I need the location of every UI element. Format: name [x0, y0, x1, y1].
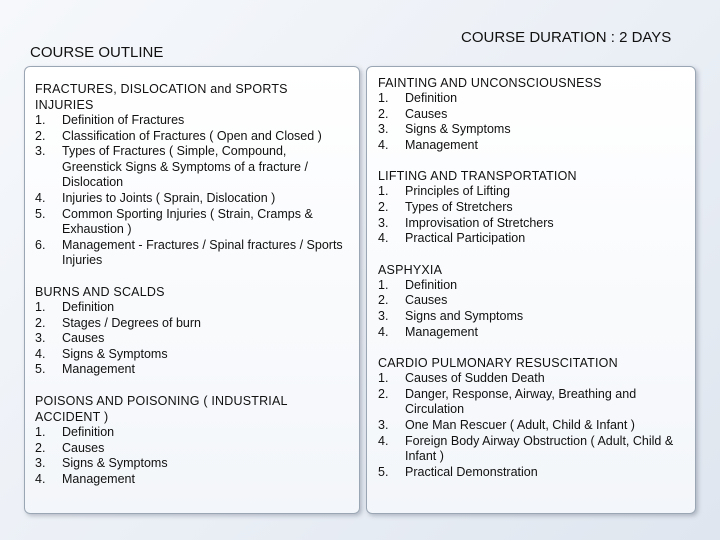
item-text: Definition of Fractures	[62, 113, 185, 127]
list-item	[35, 456, 349, 472]
item-text: Principles of Lifting	[405, 184, 510, 199]
list-item	[35, 113, 349, 129]
item-number: 4.	[378, 324, 389, 339]
item-number: 1.	[35, 424, 46, 439]
item-text: Practical Demonstration	[405, 464, 538, 479]
list-item	[378, 465, 685, 481]
list-item	[35, 316, 349, 332]
item-text: One Man Rescuer ( Adult, Child & Infant )	[405, 417, 635, 432]
item-number: 4.	[378, 231, 389, 246]
item-text: Management	[62, 471, 135, 486]
item-text: Causes	[405, 293, 448, 308]
outline-section	[378, 75, 685, 153]
list-item	[378, 107, 685, 123]
list-item	[35, 347, 349, 363]
list-item	[35, 129, 349, 145]
course-duration-title: COURSE DURATION : 2 DAYS	[461, 29, 672, 46]
item-number: 2.	[378, 106, 389, 121]
list-item	[378, 231, 685, 247]
section-heading: CARDIO PULMONARY RESUSCITATION	[378, 356, 618, 371]
item-number: 4.	[35, 471, 46, 486]
section-heading: BURNS AND SCALDS	[35, 284, 165, 299]
item-text: Causes of Sudden Death	[405, 371, 545, 386]
item-text: Foreign Body Airway Obstruction ( Adult, Child & Infant )	[405, 433, 674, 464]
topic-list	[378, 184, 685, 246]
item-text: Practical Participation	[405, 231, 526, 246]
list-item	[35, 425, 349, 441]
list-item	[378, 371, 685, 387]
topic-list	[35, 113, 349, 269]
item-number: 1.	[35, 113, 46, 127]
item-text: Definition	[62, 424, 115, 439]
item-number: 1.	[378, 277, 389, 292]
outline-section	[378, 168, 685, 246]
item-number: 2.	[378, 386, 389, 401]
section-heading: LIFTING AND TRANSPORTATION	[378, 169, 577, 184]
list-item	[378, 387, 685, 418]
item-number: 4.	[378, 137, 389, 152]
item-text: Definition	[62, 299, 115, 314]
list-item	[35, 144, 349, 191]
list-item	[378, 216, 685, 232]
item-text: Definition	[405, 277, 458, 292]
item-number: 5.	[378, 464, 389, 479]
topic-list	[35, 425, 349, 487]
item-number: 5.	[35, 206, 46, 221]
item-number: 1.	[378, 91, 389, 105]
item-number: 2.	[378, 293, 389, 308]
item-number: 2.	[35, 440, 46, 455]
item-number: 3.	[378, 417, 389, 432]
item-text: Injuries to Joints ( Sprain, Dislocation )	[62, 190, 276, 205]
outline-section	[35, 284, 349, 378]
item-number: 3.	[35, 331, 46, 346]
item-text: Definition	[405, 91, 458, 105]
list-item	[378, 122, 685, 138]
list-item	[35, 441, 349, 457]
item-number: 3.	[35, 144, 46, 159]
item-text: Causes	[405, 106, 448, 121]
left-outline-panel	[24, 66, 360, 514]
outline-section	[378, 355, 685, 480]
item-number: 1.	[35, 299, 46, 314]
item-text: Causes	[62, 440, 105, 455]
list-item	[35, 300, 349, 316]
topic-list	[378, 91, 685, 153]
item-text: Causes	[62, 331, 105, 346]
list-item	[378, 278, 685, 294]
item-text: Signs and Symptoms	[405, 308, 524, 323]
item-number: 3.	[378, 215, 389, 230]
topic-list	[378, 371, 685, 480]
item-text: Types of Stretchers	[405, 199, 513, 214]
item-number: 3.	[35, 456, 46, 471]
section-heading: FRACTURES, DISLOCATION and SPORTS INJURIES	[35, 82, 288, 112]
list-item	[35, 331, 349, 347]
topic-list	[35, 300, 349, 378]
section-heading: FAINTING AND UNCONSCIOUSNESS	[378, 76, 602, 90]
list-item	[378, 200, 685, 216]
item-text: Improvisation of Stretchers	[405, 215, 554, 230]
list-item	[35, 362, 349, 378]
item-text: Types of Fractures ( Simple, Compound, Greenstick Signs & Symptoms of a fracture / Dislocation	[62, 144, 308, 190]
course-outline-title: COURSE OUTLINE	[30, 44, 164, 61]
section-heading: ASPHYXIA	[378, 262, 443, 277]
item-number: 4.	[35, 190, 46, 205]
list-item	[378, 184, 685, 200]
topic-list	[378, 278, 685, 340]
list-item	[378, 434, 685, 465]
list-item	[378, 138, 685, 154]
item-text: Common Sporting Injuries ( Strain, Cramps & Exhaustion )	[62, 206, 313, 237]
item-text: Danger, Response, Airway, Breathing and Circulation	[405, 386, 637, 417]
list-item	[378, 293, 685, 309]
item-number: 4.	[378, 433, 389, 448]
list-item	[35, 238, 349, 269]
outline-section	[378, 262, 685, 340]
list-item	[378, 418, 685, 434]
item-number: 3.	[378, 308, 389, 323]
item-text: Signs & Symptoms	[62, 456, 168, 471]
item-text: Management	[62, 362, 135, 377]
right-outline-panel	[366, 66, 696, 514]
list-item	[35, 191, 349, 207]
list-item	[378, 309, 685, 325]
item-text: Signs & Symptoms	[62, 346, 168, 361]
item-number: 3.	[378, 122, 389, 137]
item-text: Management	[405, 137, 478, 152]
item-text: Classification of Fractures ( Open and Closed )	[62, 128, 322, 143]
item-number: 5.	[35, 362, 46, 377]
item-number: 4.	[35, 346, 46, 361]
section-heading: POISONS AND POISONING ( INDUSTRIAL ACCIDENT )	[35, 393, 288, 424]
item-number: 2.	[378, 199, 389, 214]
item-number: 1.	[378, 184, 389, 199]
item-number: 1.	[378, 371, 389, 386]
list-item	[378, 325, 685, 341]
item-text: Management - Fractures / Spinal fractures / Sports Injuries	[62, 237, 343, 268]
list-item	[35, 207, 349, 238]
outline-section	[35, 81, 349, 269]
item-number: 2.	[35, 128, 46, 143]
outline-section	[35, 393, 349, 487]
list-item	[378, 91, 685, 107]
item-text: Stages / Degrees of burn	[62, 315, 201, 330]
item-number: 6.	[35, 237, 46, 252]
item-text: Signs & Symptoms	[405, 122, 511, 137]
item-text: Management	[405, 324, 478, 339]
list-item	[35, 472, 349, 488]
item-number: 2.	[35, 315, 46, 330]
